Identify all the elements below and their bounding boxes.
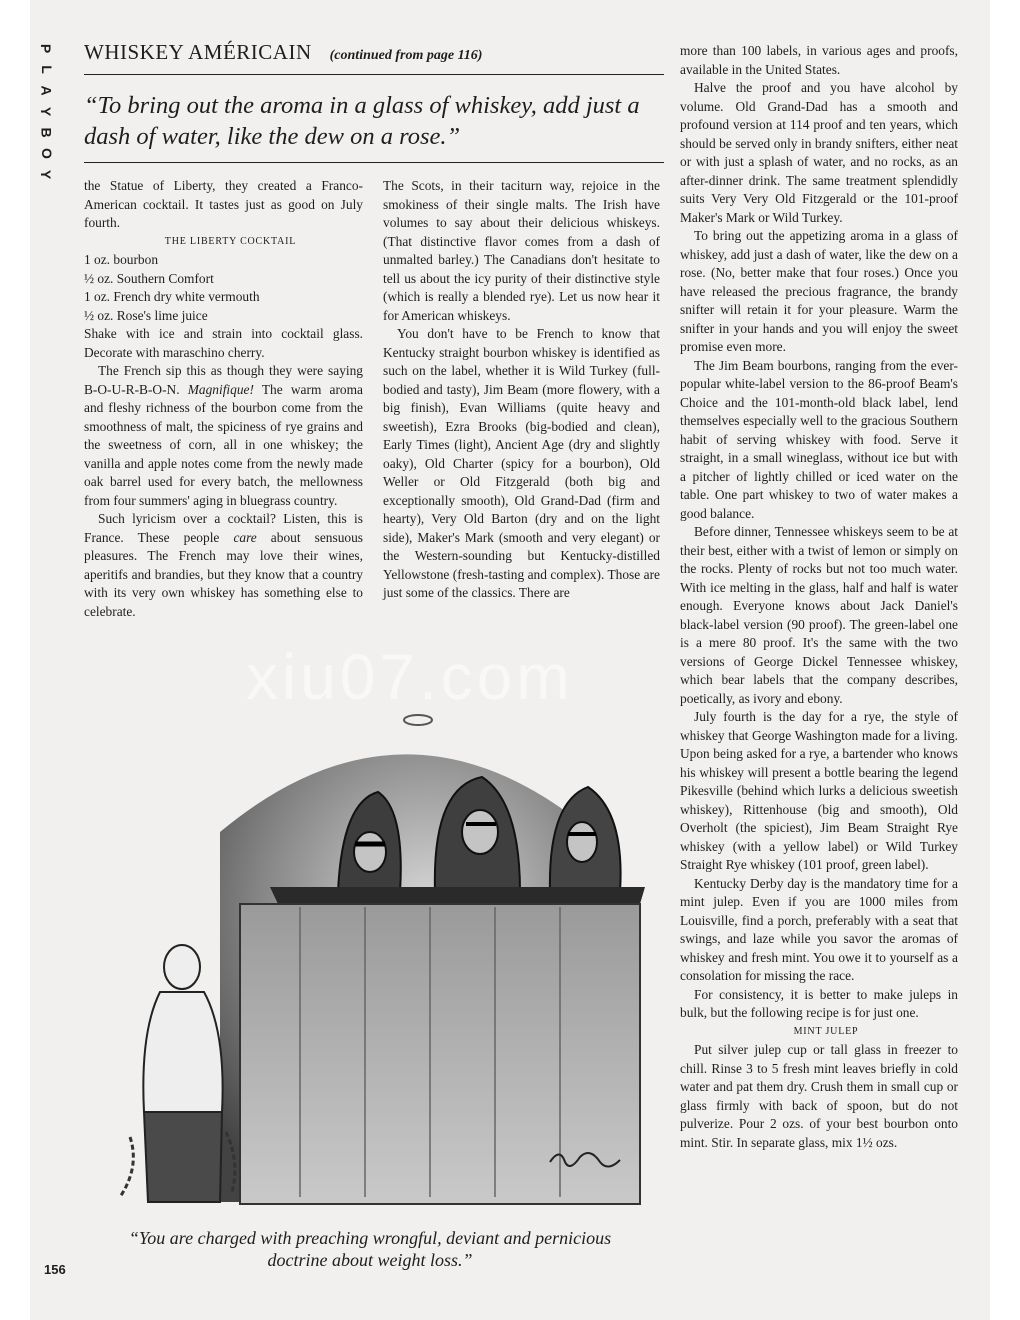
ingredient: ½ oz. Southern Comfort bbox=[84, 270, 214, 286]
brand-letter: L bbox=[38, 65, 55, 74]
text-column-1 bbox=[84, 177, 363, 621]
paragraph: more than 100 labels, in various ages and proofs, available in the United States. bbox=[680, 43, 958, 77]
brand-letter: Y bbox=[38, 106, 55, 117]
judges-bench-top bbox=[270, 887, 645, 904]
recipe-title: THE LIBERTY COCKTAIL bbox=[164, 235, 297, 247]
paragraph: Kentucky Derby day is the mandatory time for a mint julep. Even if you are 1000 miles from Louisville, find a porch, preferably with a seat that swings, and laze while you savor the aromas of whiskey and fresh mint. You owe it to yourself as a consolation for missing the race. bbox=[680, 875, 958, 983]
text-run: about sensuous pleasures. The French may love their wines, aperitifs and brandies, but they know that a country with its very own whiskey has something else to celebrate. bbox=[84, 529, 363, 619]
text-column-2 bbox=[383, 177, 660, 603]
continued-note: (continued from page 116) bbox=[329, 48, 483, 63]
paragraph bbox=[84, 510, 363, 621]
cartoon-caption: “You are charged with preaching wrongful, deviant and pernicious doctrine about weight loss.” bbox=[128, 1228, 612, 1270]
paragraph: You don't have to be French to know that Kentucky straight bourbon whiskey is identified as such on the label, whether it is Wild Turkey (full-bodied and tasty), Jim Beam (more flowery, with a big finish), Evan Williams (quite heavy and sweetish), Ezra Brooks (big-bodied and clean), Early Times (light), Ancient Age (dry and slightly oaky), Old Charter (spicy for a bourbon), Old Weller or Old Fitzgerald (both big and exceptionally smooth), Old Grand-Dad (firm and hearty), Very Old Barton (dry and on the light side), Maker's Mark (smooth and very elegant) or the Western-sounding but Kentucky-distilled Yellowstone (fresh-tasting and complex). Those are just some of the classics. There are bbox=[383, 326, 660, 600]
ingredient: 1 oz. bourbon bbox=[84, 252, 159, 267]
paragraph: Before dinner, Tennessee whiskeys seem to be at their best, either with a twist of lemon or simply on the rocks. Plenty of rocks but not too much water. With ice melting in the glass, half and half is water enough. Everyone knows about Jack Daniel's black-label version (90 proof). The green-label one is a mere 80 proof. It's the same with the two versions of George Dickel Tennessee whiskey, which bear labels that the company describes, poetically, as ivory and ebony. bbox=[680, 524, 958, 706]
paragraph: Shake with ice and strain into cocktail glass. Decorate with maraschino cherry. bbox=[84, 326, 363, 360]
paragraph: Put silver julep cup or tall glass in freezer to chill. Rinse 3 to 5 fresh mint leaves briefly in cold water and pat them dry. Crush them in small cup or glass firmly with back of spoon, but do not pulverize. Pour 2 ozs. of your best bourbon onto mint. Stir. In separate glass, mix 1½ ozs. bbox=[680, 1042, 958, 1150]
paragraph: Halve the proof and you have alcohol by volume. Old Grand-Dad has a smooth and profound version at 114 proof and ten years, which should be served only in brandy snifters, either neat or with just a splash of water, and no rocks, as an after-dinner drink. The same treatment splendidly suits Very Very Old Fitzgerald or the 101-proof Maker's Mark or Wild Turkey. bbox=[680, 80, 958, 225]
brand-letter: A bbox=[38, 85, 55, 96]
article-header bbox=[84, 40, 664, 75]
pull-quote: “To bring out the aroma in a glass of whiskey, add just a dash of water, like the dew on a rose.” bbox=[84, 90, 664, 163]
text-run: The French sip this as though they were saying B-O-U-R-B-O-N. bbox=[84, 363, 363, 397]
page-number: 156 bbox=[44, 1262, 66, 1277]
paragraph: The Jim Beam bourbons, ranging from the ever-popular white-label version to the 86-proof Beam's Choice and the 101-month-old black label, lend themselves especially well to the gracious Southern habit of serving whiskey with food. Serve it straight, in a small wineglass, without ice but with a pitcher of lightly chilled or iced water on the table. One part whiskey to two of water makes a good balance. bbox=[680, 357, 958, 521]
article-title: WHISKEY AMÉRICAIN bbox=[84, 40, 312, 64]
cartoon-illustration bbox=[100, 692, 660, 1222]
ingredient: 1 oz. French dry white vermouth bbox=[84, 289, 260, 304]
brand-letter: O bbox=[38, 148, 55, 159]
paragraph bbox=[84, 362, 363, 510]
paragraph: To bring out the appetizing aroma in a glass of whiskey, add just a dash of water, like the dew on a rose. (No, better make that four roses.) Once you have released the precious fragrance, the brandy snifter will retain it for your pleasure. Warm the snifter in your hands and you will enjoy the sweet promise even more. bbox=[680, 228, 958, 354]
ingredient: ½ oz. Rose's lime juice bbox=[84, 307, 208, 323]
paragraph: July fourth is the day for a rye, the style of whiskey that George Washington made for a living. Upon being asked for a rye, a bartender who knows his whiskey will present a bottle bearing the legend Pikesville (behind which lurks a delicious sweetish whiskey), Rittenhouse (big and smooth), Old Overholt (the spiciest), Jim Beam Straight Rye whiskey (with a yellow label) or Wild Turkey Straight Rye whiskey (101 proof, green label). bbox=[680, 709, 958, 872]
brand-letter: P bbox=[38, 43, 55, 54]
paragraph: The Scots, in their taciturn way, rejoice in the smokiness of their single malts. The Irish have volumes to say about their delicious whiskeys. (That distinctive flavor comes from a dash of unmalted barley.) The Canadians don't hesitate to tell us about the icy purity of their distinctive style (which is really a blended rye). Let us now hear it for American whiskeys. bbox=[383, 178, 660, 323]
text-column-3 bbox=[680, 42, 958, 1152]
emphasis: Magnifique! bbox=[187, 381, 254, 397]
brand-letter: Y bbox=[38, 169, 55, 180]
brand-letter: B bbox=[38, 127, 55, 138]
text-run: The warm aroma and fleshy richness of the bourbon come from the smoothness of malt, the spiciness of rye grains and the sweetness of corn, all in one whiskey; the vanilla and apple notes come from the newly made oak barrel used for every batch, the mellowness from four summers' aging in bluegrass country. bbox=[84, 381, 363, 508]
emphasis: care bbox=[233, 529, 257, 545]
paragraph: the Statue of Liberty, they created a Franco-American cocktail. It tastes just as good on July fourth. bbox=[84, 178, 363, 230]
text-run: Such lyricism over a cocktail? Listen, this is France. These people bbox=[84, 511, 363, 545]
paragraph: For consistency, it is better to make juleps in bulk, but the following recipe is for just one. bbox=[680, 986, 958, 1020]
recipe-title: MINT JULEP bbox=[793, 1025, 859, 1037]
magazine-brand-vertical bbox=[36, 38, 56, 185]
watermark: xiu07.com bbox=[246, 641, 574, 713]
